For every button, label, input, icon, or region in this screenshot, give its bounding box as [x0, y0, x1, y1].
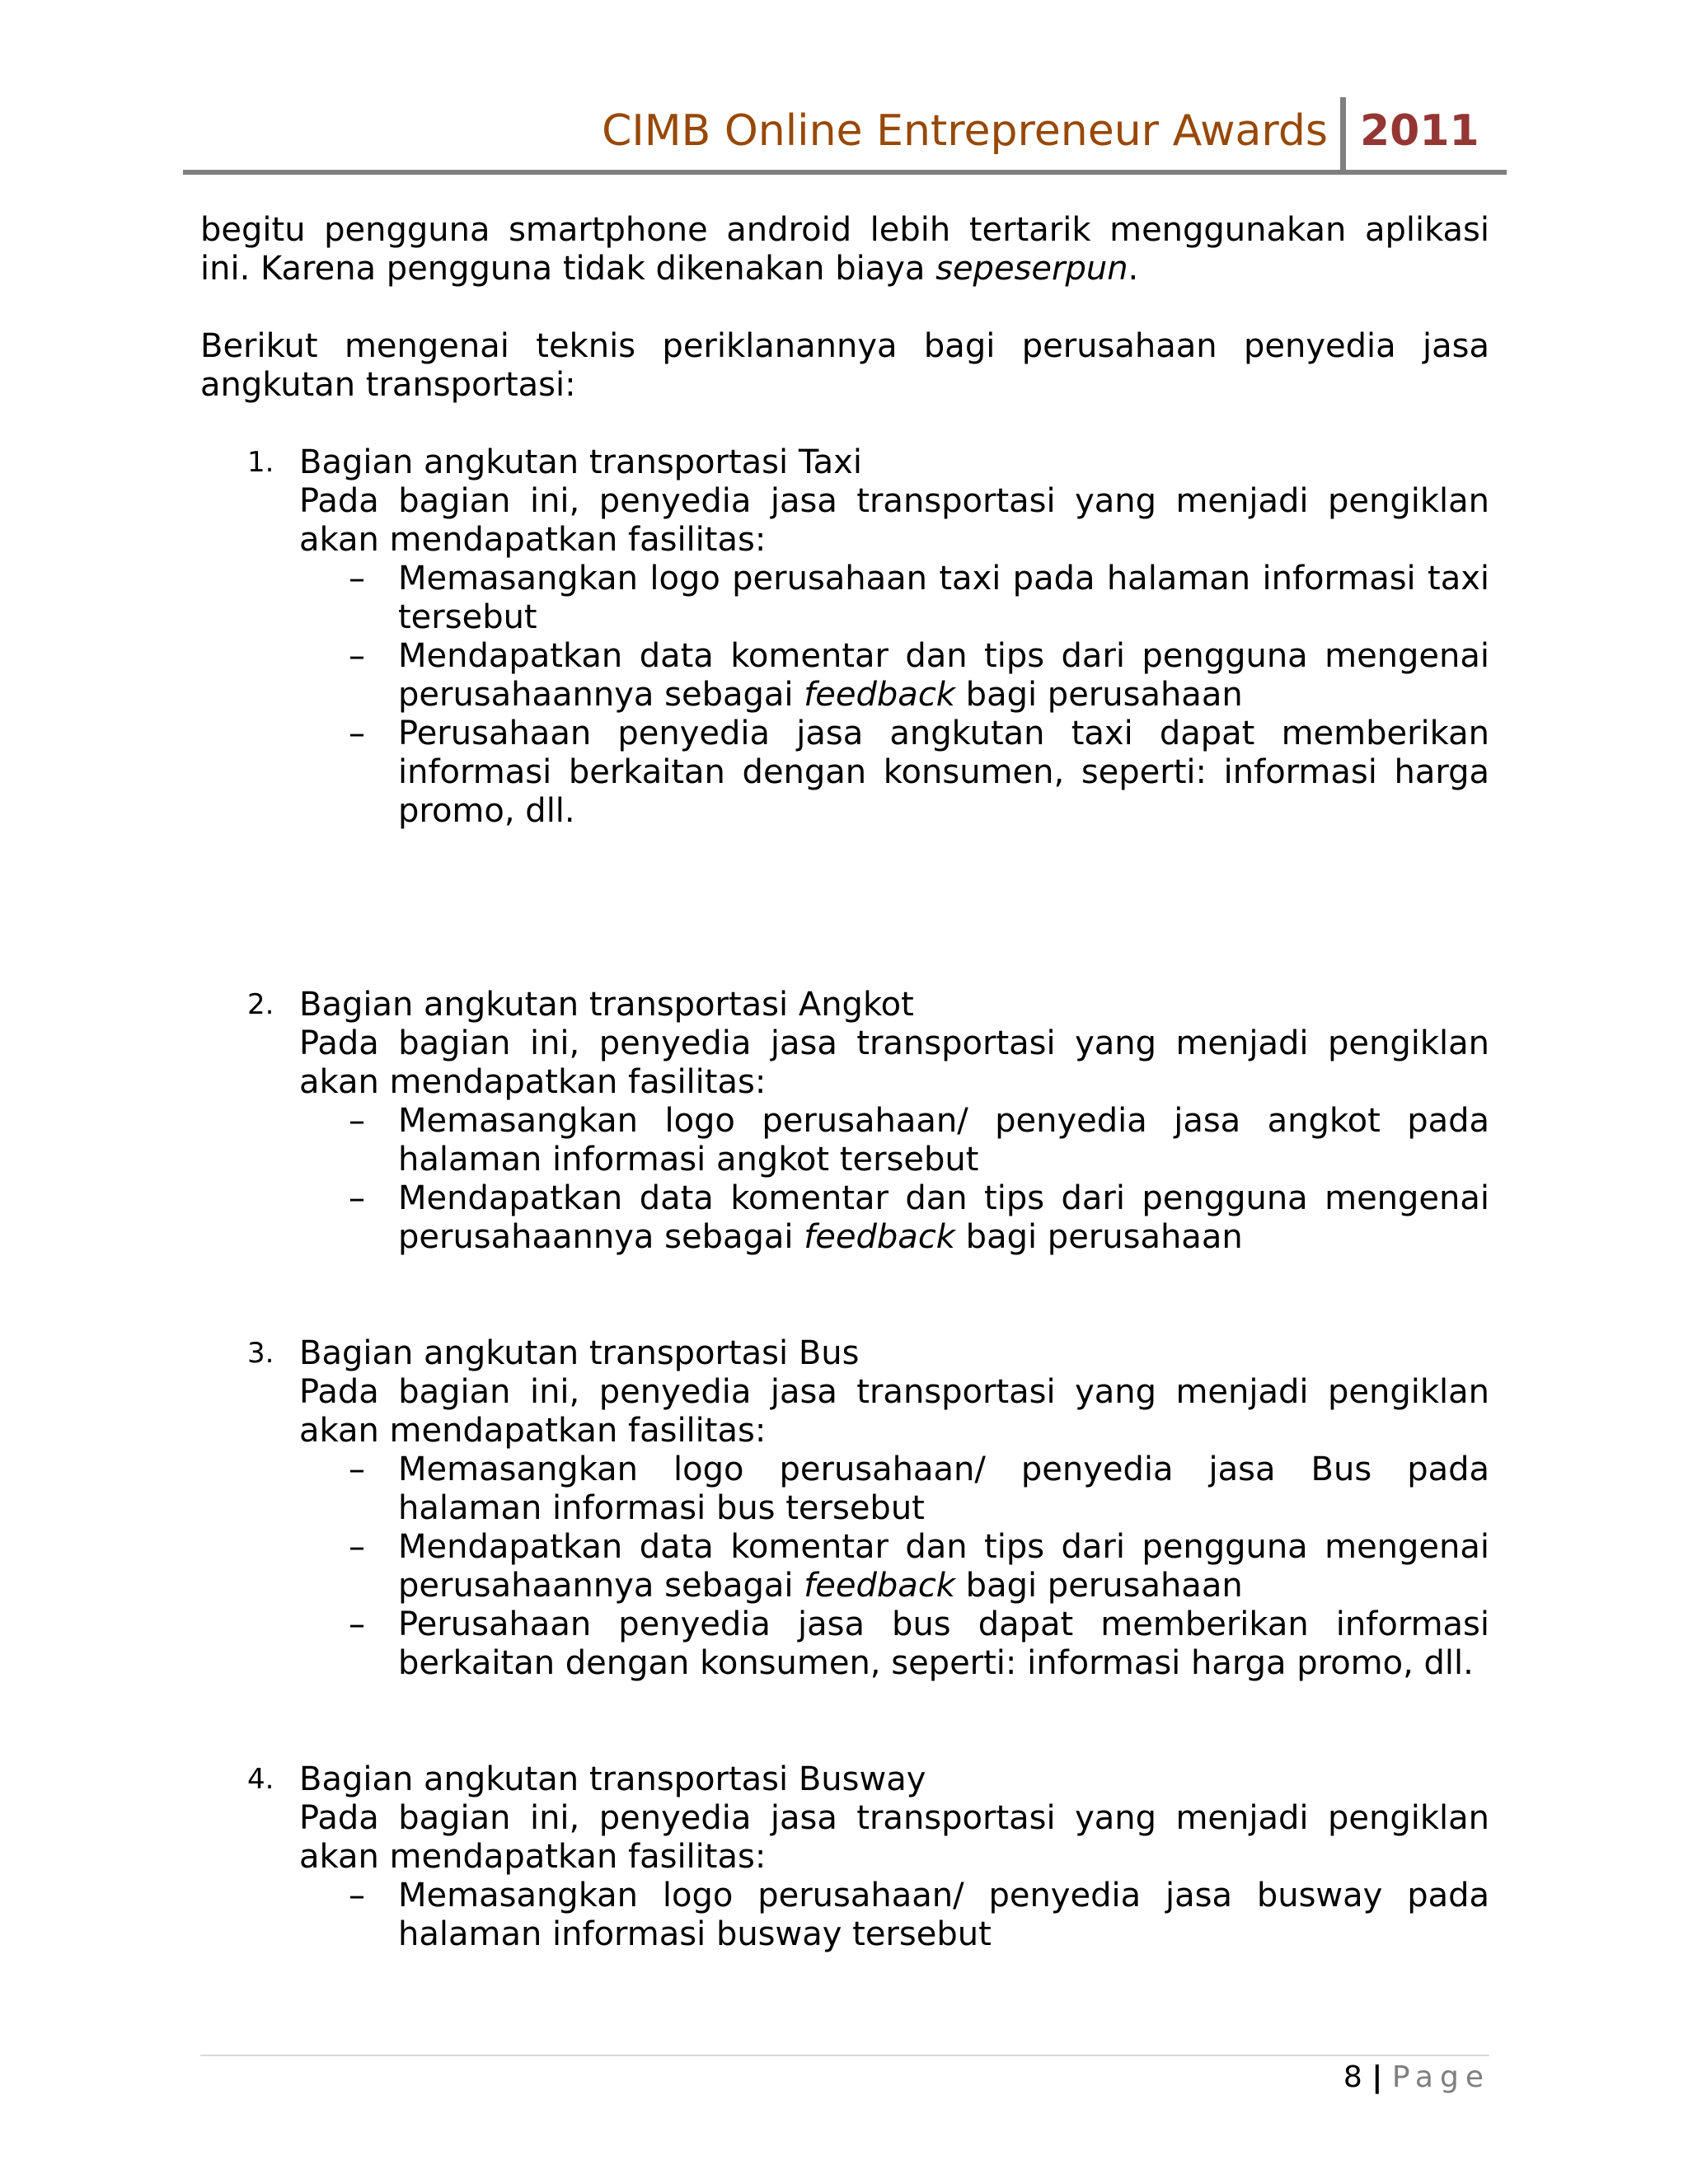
header-year: 2011 — [1360, 106, 1479, 156]
bullet-text: Memasangkan logo perusahaan/ penyedia jasa angkot pada halaman informasi angkot tersebut — [398, 1102, 1489, 1179]
bullet-item — [349, 560, 1489, 637]
item-title: Bagian angkutan transportasi Busway — [299, 1760, 926, 1798]
bullet-text-end: bagi perusahaan — [954, 1567, 1243, 1605]
item-title: Bagian angkutan transportasi Angkot — [299, 986, 914, 1024]
footer-separator: | — [1372, 2060, 1383, 2094]
bullet-item — [349, 1877, 1489, 1954]
bullet-list — [299, 1877, 1489, 1954]
intro-italic: sepeserpun — [935, 250, 1128, 288]
dash-bullet-icon: – — [349, 1528, 365, 1566]
bullet-text: Memasangkan logo perusahaan/ penyedia jasa busway pada halaman informasi busway tersebut — [398, 1877, 1489, 1953]
document-body — [200, 211, 1489, 1954]
list-number: 1. — [247, 446, 274, 479]
bullet-list — [299, 1451, 1489, 1683]
list-item-taxi — [200, 443, 1489, 831]
item-description: Pada bagian ini, penyedia jasa transportasi yang menjadi pengiklan akan mendapatkan fasilitas: — [299, 1373, 1489, 1450]
list-number: 2. — [247, 988, 274, 1021]
page-label: Page — [1391, 2060, 1490, 2094]
bullet-list — [299, 560, 1489, 831]
bullet-text: Memasangkan logo perusahaan taxi pada halaman informasi taxi tersebut — [398, 560, 1489, 636]
bullet-italic: feedback — [804, 676, 955, 714]
bullet-item — [349, 1179, 1489, 1257]
page-header — [183, 97, 1507, 176]
list-item-angkot — [200, 986, 1489, 1257]
item-description: Pada bagian ini, penyedia jasa transportasi yang menjadi pengiklan akan mendapatkan fasilitas: — [299, 1799, 1489, 1876]
dash-bullet-icon: – — [349, 637, 365, 675]
item-description: Pada bagian ini, penyedia jasa transportasi yang menjadi pengiklan akan mendapatkan fasilitas: — [299, 1024, 1489, 1101]
list-number: 4. — [247, 1763, 274, 1796]
dash-bullet-icon: – — [349, 1877, 365, 1915]
bullet-text: Mendapatkan data komentar dan tips dari pengguna mengenai perusahaannya sebagai — [398, 637, 1489, 714]
bullet-text: Mendapatkan data komentar dan tips dari pengguna mengenai perusahaannya sebagai — [398, 1179, 1489, 1256]
bullet-text-end: bagi perusahaan — [954, 676, 1243, 714]
header-rule — [183, 170, 1507, 175]
page-number: 8 — [1343, 2060, 1362, 2094]
bullet-text: Memasangkan logo perusahaan/ penyedia jasa Bus pada halaman informasi bus tersebut — [398, 1451, 1489, 1527]
dash-bullet-icon: – — [349, 1451, 365, 1488]
dash-bullet-icon: – — [349, 1179, 365, 1217]
bullet-item — [349, 637, 1489, 715]
intro-end: . — [1128, 250, 1139, 288]
dash-bullet-icon: – — [349, 715, 365, 752]
intro-paragraph-2: Berikut mengenai teknis periklanannya bagi perusahaan penyedia jasa angkutan transportasi: — [200, 327, 1489, 404]
bullet-italic: feedback — [804, 1567, 955, 1605]
page-footer — [1343, 2058, 1490, 2097]
bullet-item — [349, 1102, 1489, 1179]
bullet-text: Perusahaan penyedia jasa bus dapat memberikan informasi berkaitan dengan konsumen, seperti: informasi harga promo, dll. — [398, 1605, 1489, 1682]
bullet-italic: feedback — [804, 1218, 955, 1256]
dash-bullet-icon: – — [349, 560, 365, 598]
header-title: CIMB Online Entrepreneur Awards — [602, 106, 1328, 156]
header-separator — [1340, 97, 1346, 171]
footer-rule — [200, 2055, 1489, 2056]
list-number: 3. — [247, 1337, 274, 1370]
bullet-list — [299, 1102, 1489, 1257]
bullet-text: Perusahaan penyedia jasa angkutan taxi dapat memberikan informasi berkaitan dengan konsumen, seperti: informasi harga promo, dll. — [398, 715, 1489, 830]
list-item-bus — [200, 1334, 1489, 1683]
dash-bullet-icon: – — [349, 1102, 365, 1140]
item-title: Bagian angkutan transportasi Taxi — [299, 443, 862, 481]
bullet-item — [349, 715, 1489, 831]
intro-paragraph — [200, 211, 1489, 288]
bullet-item — [349, 1451, 1489, 1528]
item-title: Bagian angkutan transportasi Bus — [299, 1334, 860, 1372]
intro-text: begitu pengguna smartphone android lebih tertarik menggunakan aplikasi ini. Karena pengguna tidak dikenakan biaya — [200, 211, 1489, 288]
bullet-item — [349, 1605, 1489, 1683]
bullet-item — [349, 1528, 1489, 1605]
item-description: Pada bagian ini, penyedia jasa transportasi yang menjadi pengiklan akan mendapatkan fasilitas: — [299, 482, 1489, 559]
list-item-busway — [200, 1760, 1489, 1954]
bullet-text: Mendapatkan data komentar dan tips dari pengguna mengenai perusahaannya sebagai — [398, 1528, 1489, 1605]
bullet-text-end: bagi perusahaan — [954, 1218, 1243, 1256]
dash-bullet-icon: – — [349, 1605, 365, 1643]
